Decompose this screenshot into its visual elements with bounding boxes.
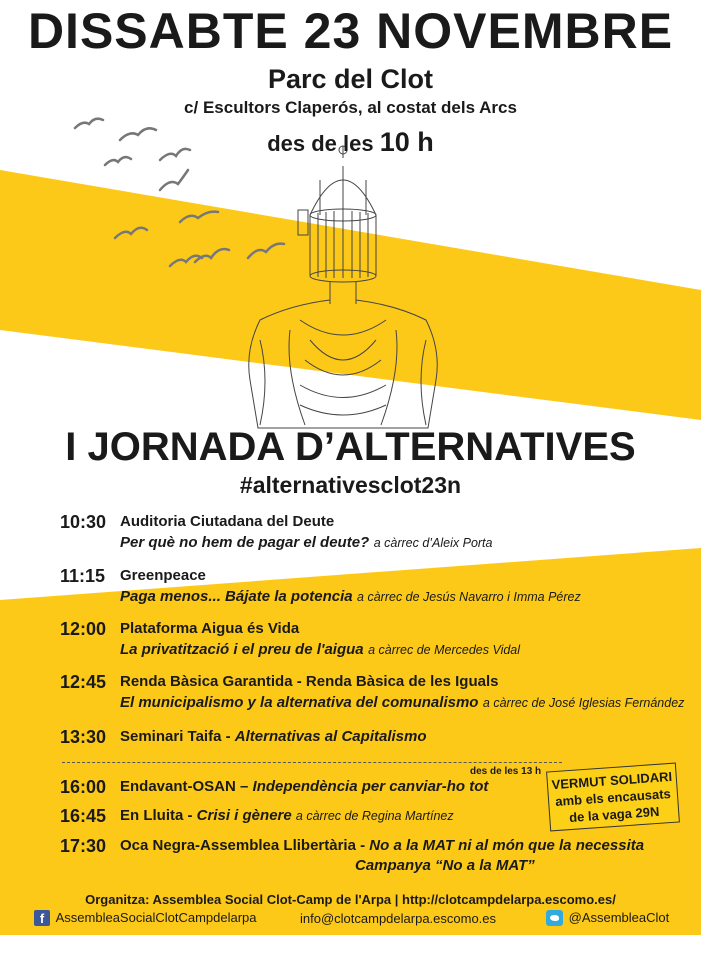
organization-name: Oca Negra-Assemblea Llibertària - (120, 837, 366, 854)
event-date-title: DISSABTE 23 NOVEMBRE (27, 3, 674, 59)
schedule-hour: 10:30 (60, 512, 107, 532)
talk-credit: a càrrec de Regina Martínez (295, 809, 454, 823)
twitter-handle: @AssembleaClot (568, 910, 670, 926)
schedule-hour: 16:45 (60, 806, 107, 826)
organizer-line: Organitza: Assemblea Social Clot-Camp de l'Arpa | http://clotcampdelarpa.escomo.es/ (85, 892, 616, 907)
organization-name: Seminari Taifa - (120, 728, 231, 745)
yellow-band-upper (0, 170, 701, 420)
schedule-row (0, 566, 701, 610)
twitter-icon (546, 910, 563, 926)
talk-title: El municipalismo y la alternativa del comunalismo (120, 694, 479, 711)
event-title: I JORNADA D’ALTERNATIVES (65, 425, 636, 469)
schedule-organization (120, 837, 644, 854)
schedule-organization: Auditoria Ciutadana del Deute (120, 513, 335, 530)
schedule-talk (120, 694, 684, 712)
schedule-row (0, 672, 701, 716)
vermut-title: VERMUT SOLIDARI (551, 768, 673, 793)
event-hashtag: #alternativesclot23n (239, 472, 462, 498)
schedule-organization (120, 807, 454, 824)
schedule-talk (120, 641, 520, 659)
talk-title: Per què no hem de pagar el deute? (120, 534, 370, 551)
schedule-divider (62, 762, 562, 763)
talk-title: No a la MAT ni al món que la necessita (369, 837, 645, 854)
start-time-prefix: des de les (267, 131, 374, 156)
talk-title: Alternativas al Capitalismo (234, 728, 427, 745)
facebook-handle: AssembleaSocialClotCampdelarpa (55, 910, 257, 926)
twitter-link[interactable] (546, 909, 669, 926)
schedule-talk (120, 588, 581, 606)
email-link[interactable]: info@clotcampdelarpa.escomo.es (300, 911, 497, 926)
start-time (0, 127, 701, 158)
vermut-box (546, 763, 680, 832)
organization-name: Endavant-OSAN – (120, 778, 249, 795)
facebook-icon: f (34, 910, 50, 926)
campaign-line: Campanya “No a la MAT” (355, 857, 535, 874)
schedule-talk (120, 534, 493, 552)
schedule-hour: 12:45 (60, 672, 107, 692)
talk-title: Paga menos... Bájate la potencia (120, 588, 353, 605)
vermut-time-note: des de les 13 h (470, 766, 542, 777)
schedule-hour: 11:15 (60, 566, 106, 586)
schedule-organization: Renda Bàsica Garantida - Renda Bàsica de les Iguals (120, 673, 499, 690)
vermut-line-2: amb els encausats (554, 785, 672, 810)
venue-name: Parc del Clot (267, 64, 434, 94)
facebook-link[interactable] (34, 909, 257, 929)
schedule-row (0, 836, 701, 880)
schedule-row (0, 619, 701, 663)
talk-title: Crisi i gènere (196, 807, 292, 824)
schedule-row (0, 727, 701, 771)
talk-credit: a càrrec de José Iglesias Fernández (482, 696, 685, 710)
talk-credit: a càrrec de Jesús Navarro i Imma Pérez (357, 590, 581, 604)
schedule-hour: 12:00 (60, 619, 107, 639)
footer-white-band (0, 935, 701, 960)
talk-title: Independència per canviar-ho tot (252, 778, 489, 795)
talk-credit: a càrrec de Mercedes Vidal (368, 643, 521, 657)
schedule-organization (120, 778, 488, 795)
schedule-organization: Greenpeace (120, 567, 206, 584)
talk-title: La privatització i el preu de l'aigua (120, 641, 364, 658)
organization-name: En Lluita - (120, 807, 193, 824)
schedule-row (0, 512, 701, 556)
start-time-value: 10 h (379, 127, 434, 157)
venue-address: c/ Escultors Claperós, al costat dels Arcs (184, 98, 517, 117)
talk-credit: a càrrec d’Aleix Porta (373, 536, 493, 550)
schedule-hour: 16:00 (60, 777, 107, 797)
schedule-organization: Plataforma Aigua és Vida (120, 620, 300, 637)
vermut-line-3: de la vaga 29N (568, 803, 660, 826)
schedule-hour: 17:30 (60, 836, 107, 856)
schedule-organization (120, 728, 427, 745)
schedule-hour: 13:30 (60, 727, 107, 747)
